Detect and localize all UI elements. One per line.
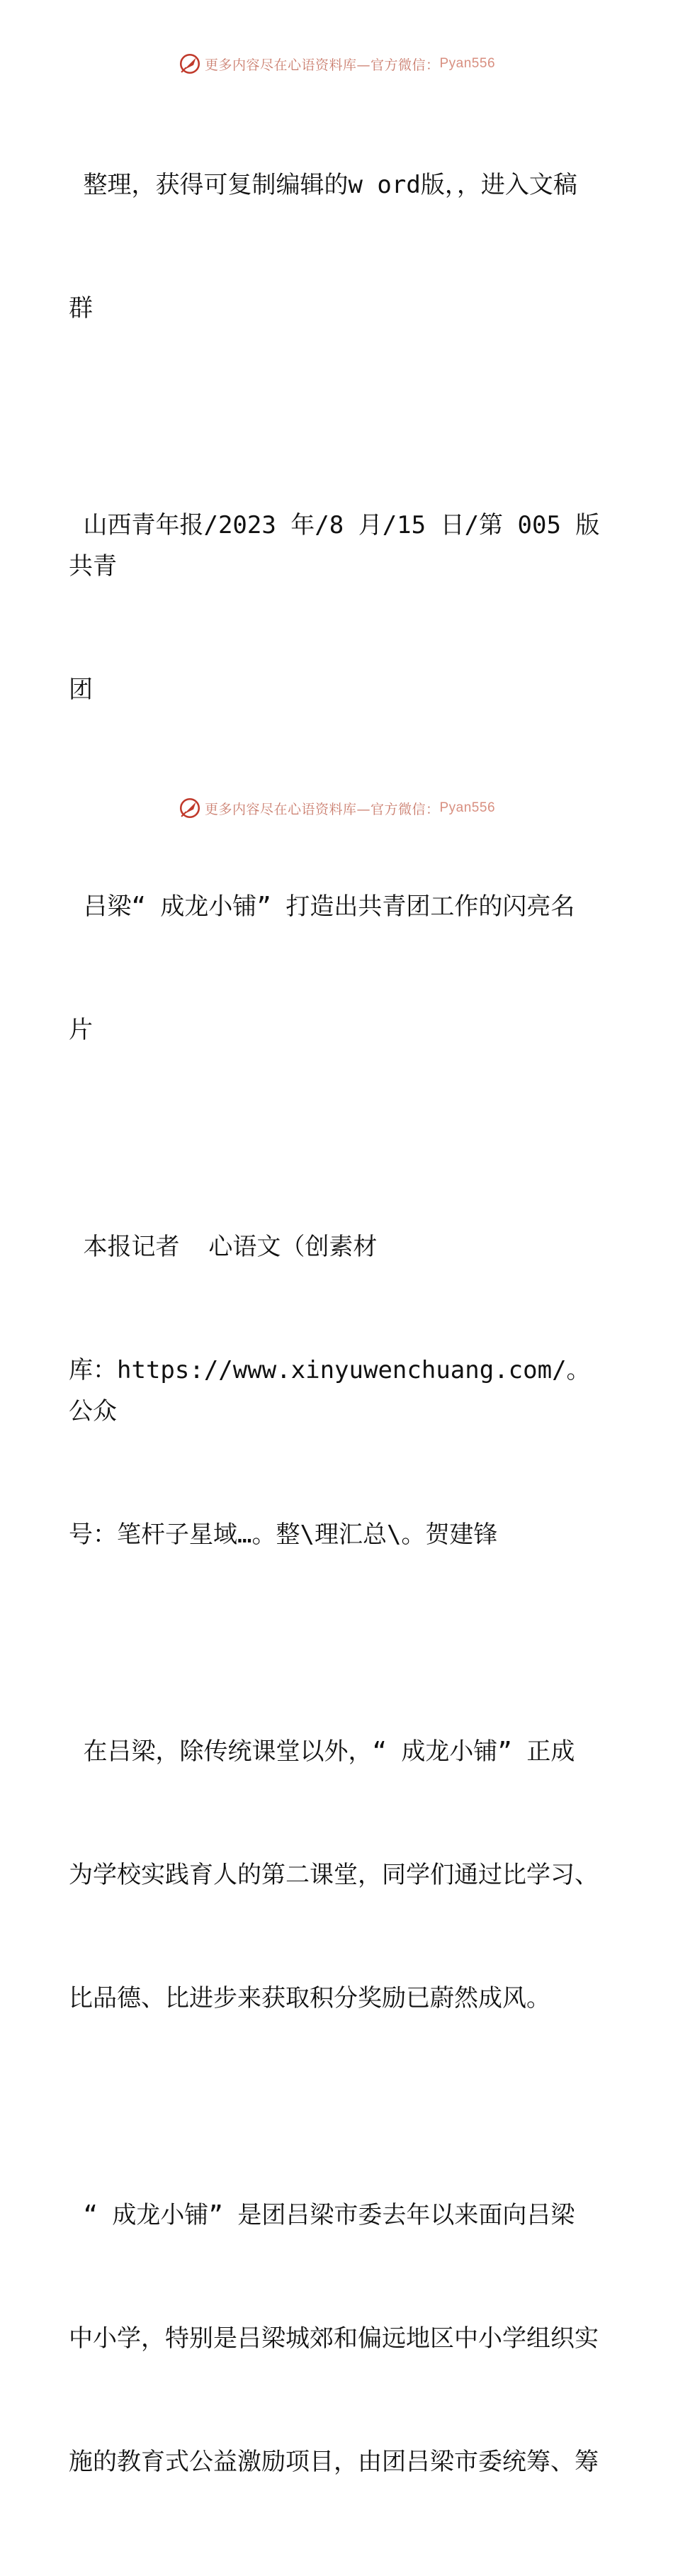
text-line: 片: [69, 1016, 93, 1044]
watermark-text: 更多内容尽在心语资料库—官方微信：: [204, 57, 440, 73]
paragraph-source: [69, 422, 607, 793]
quill-logo-icon: [178, 796, 202, 820]
text-line: 群: [69, 294, 93, 323]
text-line: 比品德、比进步来获取积分奖励已蔚然成风。: [69, 1984, 550, 2012]
text-line: 号：笔杆子星域…。整\理汇总\。贺建锋: [69, 1521, 498, 1549]
header-watermark: [0, 50, 673, 78]
text-line: 本报记者 心语文（创素材: [69, 1233, 378, 1261]
text-line: 团: [69, 676, 93, 704]
footer-watermark: [0, 794, 673, 822]
text-line: 中小学，特别是吕梁城郊和偏远地区中小学组织实: [69, 2324, 599, 2353]
watermark-wechat-id: Pyan556: [439, 800, 496, 815]
paragraph-intro: [69, 82, 607, 411]
text-line: “ 成龙小铺” 是团吕梁市委去年以来面向吕梁: [69, 2201, 575, 2229]
quill-logo-icon: [178, 52, 202, 76]
watermark-text: 更多内容尽在心语资料库—官方微信：: [204, 801, 440, 817]
text-line: 吕梁“ 成龙小铺” 打造出共青团工作的闪亮名: [69, 892, 575, 921]
paragraph-byline: [69, 1144, 607, 1637]
text-line: 在吕梁，除传统课堂以外，“ 成龙小铺” 正成: [69, 1737, 575, 1766]
paragraph-body-1: [69, 1649, 607, 2101]
text-line: 施的教育式公益激励项目，由团吕梁市委统筹、筹: [69, 2448, 599, 2476]
text-line: 整理，获得可复制编辑的w ord版，，进入文稿: [69, 171, 577, 199]
article-headline: [69, 804, 607, 1133]
text-line: 库：https://www.xinyuwenchuang.com/。公众: [69, 1356, 591, 1426]
text-line: 为学校实践育人的第二课堂，同学们通过比学习、: [69, 1861, 599, 1889]
text-line: 山西青年报/2023 年/8 月/15 日/第 005 版共青: [69, 511, 600, 581]
paragraph-body-2: [69, 2112, 607, 2565]
watermark-wechat-id: Pyan556: [439, 56, 496, 71]
document-body: [69, 82, 607, 2576]
